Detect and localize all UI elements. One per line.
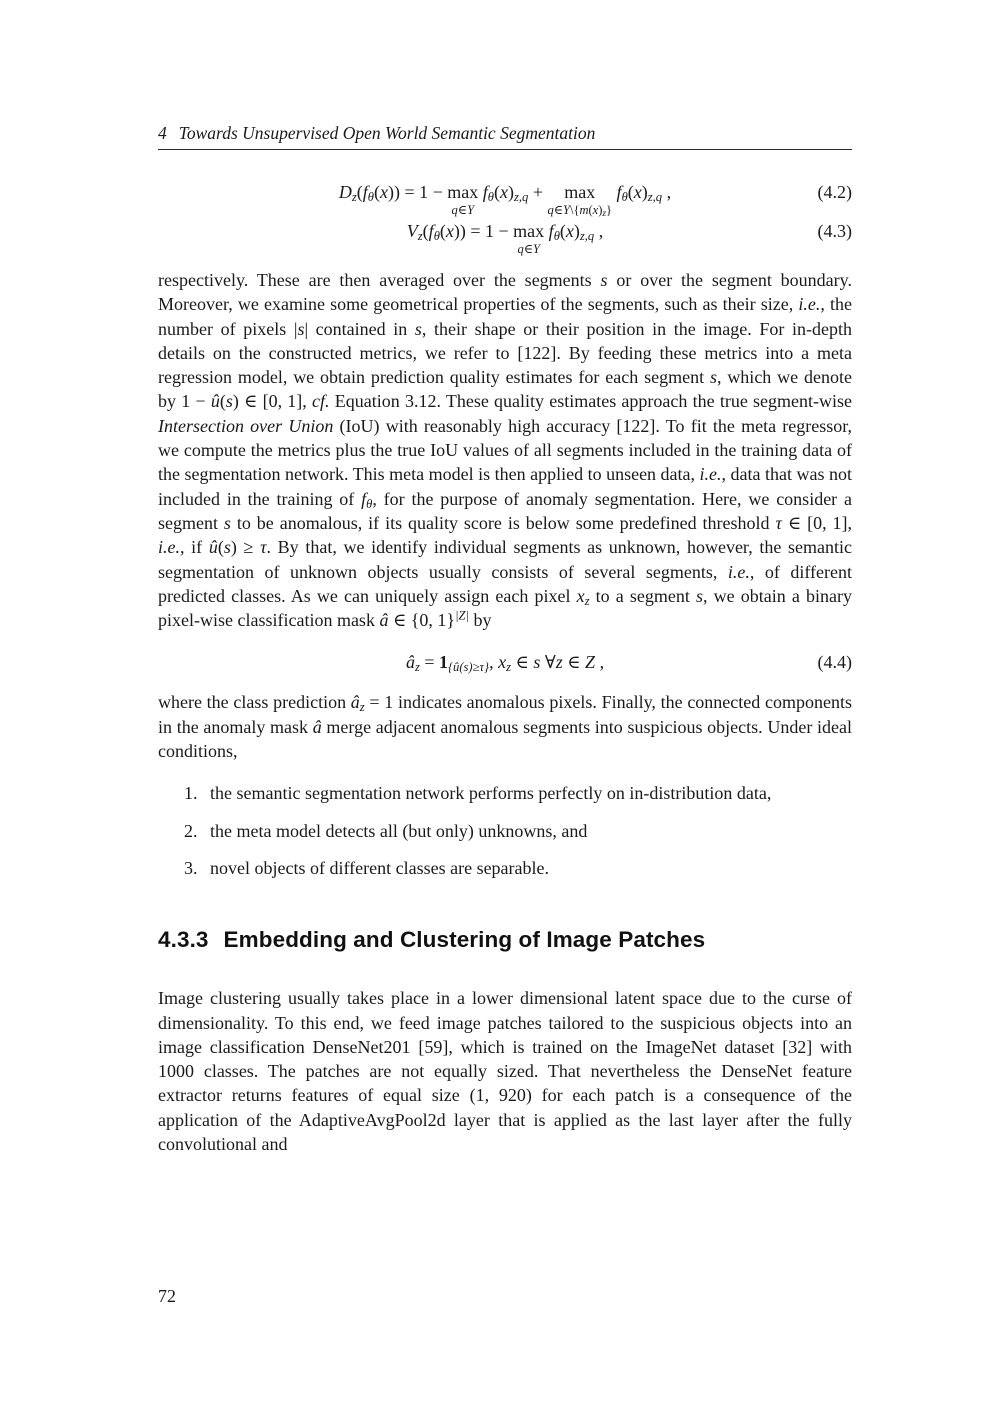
max-label: max: [447, 182, 479, 202]
paragraph-anomaly-mask: where the class prediction $â_z = 1$ indicates anomalous pixels. Finally, the connected components in the anomaly mask â merge adjacent anomalous segments into suspicious objects. Under ideal conditions,: [158, 692, 852, 762]
paragraph-clustering: Image clustering usually takes place in a lower dimensional latent space due to the curse of dimensionality. To this end, we feed image patches tailored to the suspicious objects into an image classification DenseNet201 [59], which is trained on the ImageNet dataset [32] with 1000 classes. The patches are not equally sized. That nevertheless the DenseNet feature extractor returns features of equal size (1, 920) for each patch is a consequence of the application of the AdaptiveAvgPool2d layer that is applied as the last layer after the fully convolutional and: [158, 988, 852, 1155]
equation-4-3-end: $f_\theta(x)_{z,q}$ ,: [548, 221, 604, 244]
list-item: [158, 781, 852, 805]
page-content: [158, 0, 852, 1156]
conditions-list: [158, 781, 852, 880]
max-operator: [447, 180, 478, 217]
header-rule: [158, 149, 852, 150]
list-item-marker: 2.: [184, 820, 198, 841]
equation-4-2: [158, 180, 852, 217]
list-item-text: novel objects of different classes are separable.: [210, 857, 550, 878]
equation-4-3-lhs: $V_z(f_\theta(x)) = 1$ −: [406, 221, 514, 244]
paragraph-metrics: respectively. These are then averaged over the segments s or over the segment boundary. Moreover, we examine some geometrical properties of the segments, such as their size, i.e., the number of pixels |s| contained in s, their shape or their position in the image. For in-depth details on the constructed metrics, we refer to [122]. By feeding these metrics into a meta regression model, we obtain prediction quality estimates for each segment s, which we denote by 1 − û(s) ∈ [0, 1], cf. Equation 3.12. These quality estimates approach the true segment-wise Intersection over Union (IoU) with reasonably high accuracy [122]. To fit the meta regressor, we compute the metrics plus the true IoU values of all segments included in the training data of the segmentation network. This meta model is then applied to unseen data, i.e., data that was not included in the training of $f_\theta$, for the purpose of anomaly segmentation. Here, we consider a segment s to be anomalous, if its quality score is below some predefined threshold τ ∈ [0, 1], i.e., if û(s) ≥ τ. By that, we identify individual segments as unknown, however, the semantic segmentation of unknown objects usually consists of several segments, i.e., of different predicted classes. As we can uniquely assign each pixel $x_z$ to a segment s, we obtain a binary pixel-wise classification mask â ∈ {0, 1}$^{|Z|}$ by: [158, 270, 853, 631]
section-heading: [158, 926, 852, 954]
equation-number: (4.4): [817, 652, 852, 673]
list-item-marker: 3.: [184, 857, 198, 878]
equation-4-3-body: [407, 219, 603, 256]
max-operator: [513, 219, 544, 256]
equation-4-4-body: $â_z = 1_{\{û(s)\ge\tau\}}$, $x_z$ ∈ s ∀z ∈ Z ,: [405, 652, 605, 675]
list-item-marker: 1.: [184, 783, 198, 804]
list-item: [158, 819, 852, 843]
max-limit: $q\in Y\backslash\{m(x)_z\}$: [547, 203, 613, 219]
equation-4-4: [158, 650, 852, 674]
max-limit: q∈Y: [517, 242, 540, 256]
chapter-number: 4: [158, 123, 167, 143]
list-item-text: the meta model detects all (but only) unknowns, and: [210, 820, 588, 841]
max-limit: q∈Y: [451, 203, 475, 217]
section-title: Embedding and Clustering of Image Patches: [223, 927, 706, 953]
equation-number: (4.3): [817, 221, 852, 241]
equation-4-3: [158, 219, 852, 256]
list-item: [158, 856, 852, 880]
equation-4-2-lhs: $D_z(f_\theta(x)) = 1$ −: [338, 182, 448, 205]
max-label: max: [513, 221, 545, 241]
page-number: 72: [158, 1286, 176, 1306]
section-number: 4.3.3: [158, 927, 209, 953]
running-header: [158, 122, 852, 145]
equation-4-2-end: $f_\theta(x)_{z,q}$ ,: [616, 182, 672, 205]
max-label: max: [564, 182, 596, 202]
chapter-title: Towards Unsupervised Open World Semantic Segmentation: [178, 123, 596, 143]
equation-4-2-body: [339, 180, 671, 217]
equation-4-2-mid: $f_\theta(x)_{z,q}$ +: [482, 182, 548, 205]
max-operator: [548, 180, 613, 217]
equation-number: (4.2): [817, 182, 852, 202]
list-item-text: the semantic segmentation network performs perfectly on in-distribution data,: [210, 783, 772, 804]
